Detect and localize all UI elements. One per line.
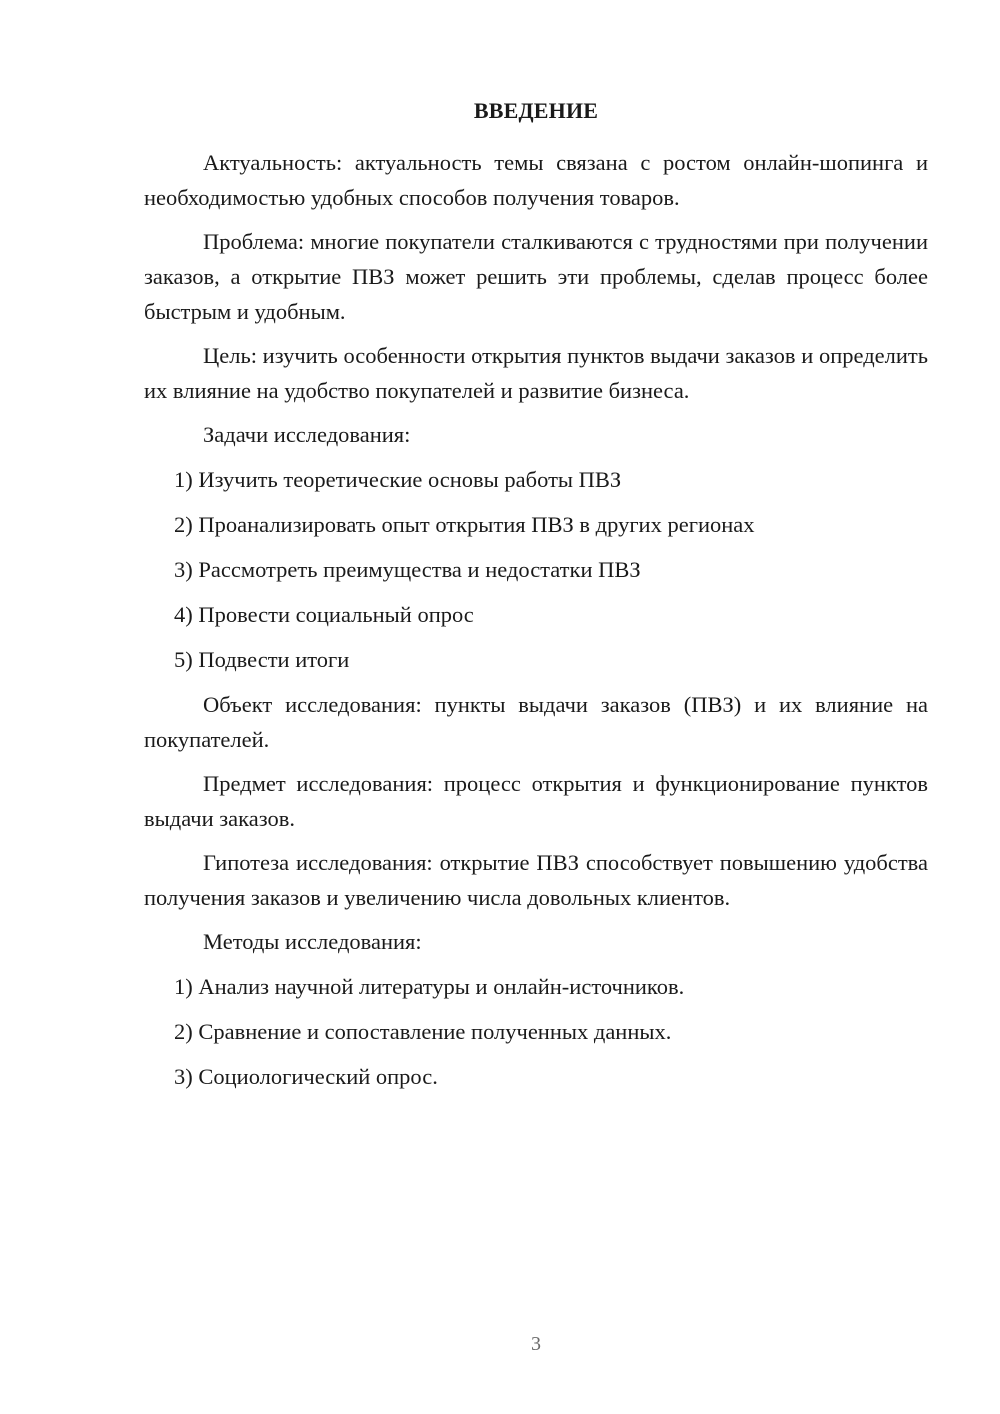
- list-item: 3) Социологический опрос.: [174, 1064, 438, 1089]
- tasks-list: [144, 462, 928, 677]
- list-item: 2) Сравнение и сопоставление полученных данных.: [174, 1019, 672, 1044]
- hypothesis-paragraph: Гипотеза исследования: открытие ПВЗ способствует повышению удобства получения заказов и увеличению числа довольных клиентов.: [144, 850, 928, 910]
- goal-paragraph: Цель: изучить особенности открытия пунктов выдачи заказов и определить их влияние на удобство покупателей и развитие бизнеса.: [144, 343, 928, 403]
- relevance-paragraph: Актуальность: актуальность темы связана с ростом онлайн-шопинга и необходимостью удобных способов получения товаров.: [144, 150, 928, 210]
- methods-list: [144, 969, 928, 1094]
- object-paragraph: Объект исследования: пункты выдачи заказов (ПВЗ) и их влияние на покупателей.: [144, 692, 928, 752]
- section-title: ВВЕДЕНИЕ: [473, 98, 599, 123]
- problem-paragraph: Проблема: многие покупатели сталкиваются с трудностями при получении заказов, а открытие ПВЗ может решить эти проблемы, сделав процесс более быстрым и удобным.: [144, 229, 928, 324]
- list-item: 3) Рассмотреть преимущества и недостатки ПВЗ: [174, 557, 641, 582]
- subject-paragraph: Предмет исследования: процесс открытия и функционирование пунктов выдачи заказов.: [144, 771, 928, 831]
- list-item: 5) Подвести итоги: [174, 647, 350, 672]
- page-number: 3: [531, 1333, 541, 1355]
- list-item: 1) Изучить теоретические основы работы ПВЗ: [174, 467, 622, 492]
- tasks-heading: Задачи исследования:: [203, 422, 411, 447]
- list-item: 1) Анализ научной литературы и онлайн-источников.: [174, 974, 685, 999]
- document-page: [144, 96, 928, 1104]
- methods-heading: Методы исследования:: [203, 929, 422, 954]
- list-item: 4) Провести социальный опрос: [174, 602, 474, 627]
- list-item: 2) Проанализировать опыт открытия ПВЗ в других регионах: [174, 512, 755, 537]
